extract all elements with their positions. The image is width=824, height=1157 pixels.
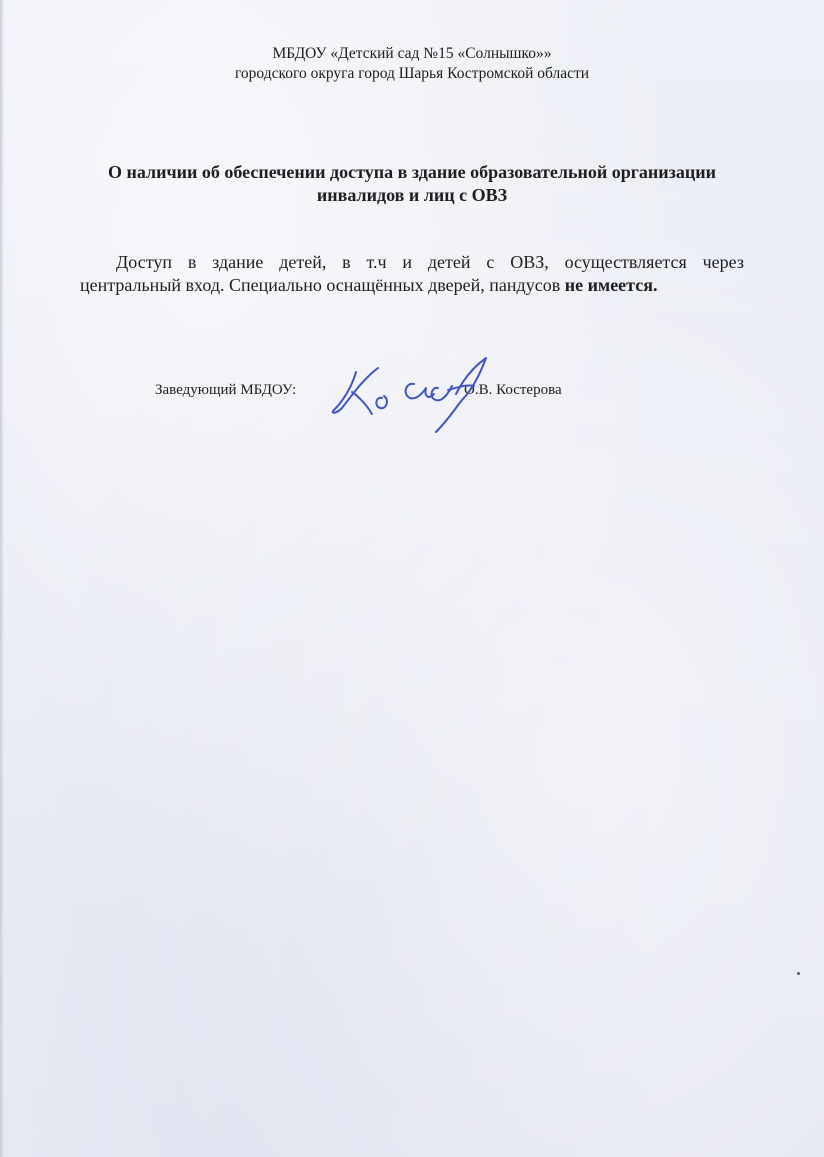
body-line-2 (80, 274, 744, 297)
position-title: Заведующий МБДОУ: (155, 382, 297, 398)
body-line-1: Доступ в здание детей, в т.ч и детей с ОВЗ, осуществляется через (116, 252, 744, 272)
body-paragraph (80, 251, 744, 297)
header-line-organization: МБДОУ «Детский сад №15 «Солнышко»» (272, 45, 552, 62)
scan-speck (797, 972, 800, 975)
title-line-1: О наличии об обеспечении доступа в здание образовательной организации (108, 162, 716, 182)
header-line-location: городского округа город Шарья Костромской области (234, 65, 590, 82)
signatory-name: О.В. Костерова (464, 382, 562, 398)
scan-edge-shadow (0, 0, 4, 1157)
document-title (40, 161, 784, 207)
body-line-2-text: центральный вход. Специально оснащённых дверей, пандусов (80, 275, 565, 295)
organization-header (0, 44, 824, 84)
handwritten-signature-icon (322, 348, 502, 438)
body-line-2-emphasis: не имеется. (564, 275, 658, 295)
title-line-2: инвалидов и лиц с ОВЗ (316, 185, 508, 205)
